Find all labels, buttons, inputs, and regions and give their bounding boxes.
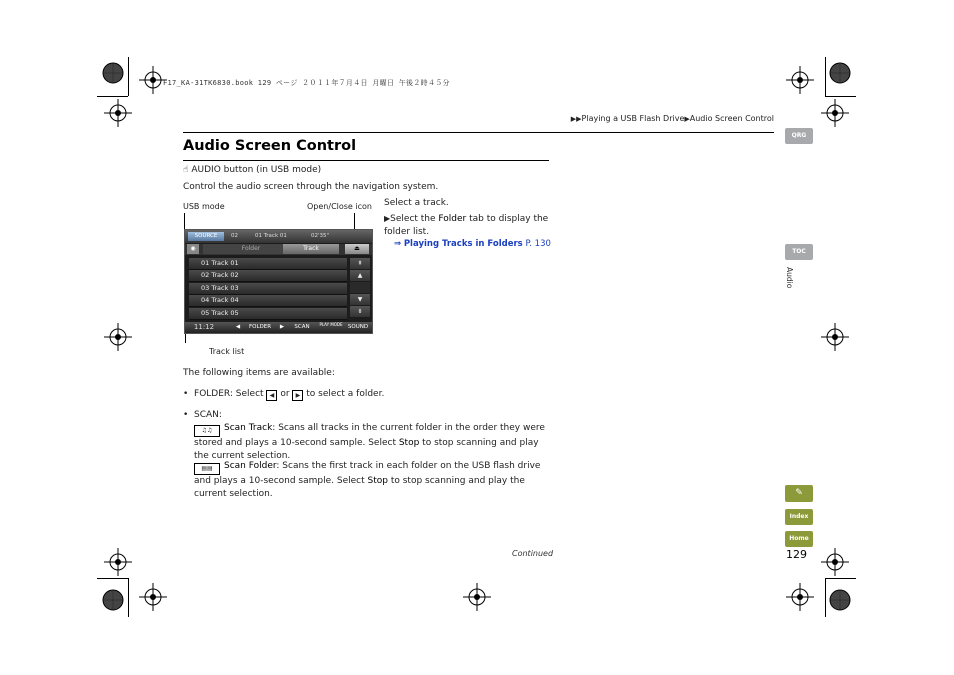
index-tab[interactable]: Index: [785, 509, 813, 525]
button-line: [183, 164, 321, 177]
folder-text-or: or: [280, 389, 290, 399]
current-track-info: 01 Track 01: [255, 233, 287, 239]
screen-status-bar: [185, 230, 372, 243]
scroll-track[interactable]: [350, 282, 370, 293]
intro-text: Control the audio screen through the navigation system.: [183, 182, 439, 192]
sound-button[interactable]: SOUND: [347, 324, 369, 330]
next-folder-icon: ▶: [292, 390, 303, 401]
page-number: 129: [786, 548, 807, 561]
step-text-pre: Select the: [390, 214, 439, 224]
usb-mode-icon: ◉: [187, 244, 199, 254]
bullet: •: [183, 410, 195, 420]
folder-text-pre: : Select: [229, 389, 267, 399]
label-usb-mode: USB mode: [183, 202, 225, 211]
track-row[interactable]: 04 Track 04: [189, 295, 347, 307]
scan-track-stop: Stop: [398, 438, 420, 448]
voice-command-icon[interactable]: ✎: [785, 485, 813, 502]
scroll-down-icon[interactable]: ▼: [350, 294, 370, 305]
qrg-tab[interactable]: QRG: [785, 128, 813, 144]
folder-label: FOLDER: [194, 389, 230, 399]
scan-folder-stop: Stop: [367, 476, 388, 486]
tab-track[interactable]: Track: [283, 244, 339, 254]
step-text-bold: Folder: [438, 214, 467, 224]
step-select-track: Select a track.: [384, 198, 449, 208]
breadcrumb-arrows-icon: ▶▶: [570, 115, 582, 123]
scan-label: SCAN: [194, 410, 219, 420]
label-track-list: Track list: [209, 347, 245, 356]
toc-tab[interactable]: TOC: [785, 244, 813, 260]
scan-folder-text-post: to stop scanning and play the current selection.: [194, 476, 525, 499]
page-title: Audio Screen Control: [183, 138, 357, 154]
prev-folder-icon: ◀: [266, 390, 277, 401]
scan-button[interactable]: SCAN: [294, 324, 310, 330]
clock: 11:12: [193, 323, 215, 331]
step-folder-tab: [384, 213, 550, 238]
scroll-top-icon[interactable]: ⇞: [350, 258, 370, 269]
scan-folder-desc: [194, 460, 550, 500]
step-link[interactable]: [394, 238, 551, 251]
bullet: •: [183, 389, 195, 399]
open-close-icon[interactable]: ⏏: [345, 244, 369, 254]
label-open-close: Open/Close icon: [307, 202, 372, 211]
scan-track-text-pre: : Scans all tracks in the current folder in the order they were stored and plays a 10-second sample. Select: [194, 423, 545, 448]
scan-track-icon: ♫♫: [194, 425, 220, 437]
track-row[interactable]: 01 Track 01: [189, 258, 347, 270]
track-time: 02'35": [311, 233, 330, 239]
screen-tabs: [185, 244, 372, 255]
step-text-post: tab to display the folder list.: [384, 214, 549, 237]
home-tab[interactable]: Home: [785, 531, 813, 547]
link-playing-tracks[interactable]: Playing Tracks in Folders: [403, 239, 523, 249]
breadcrumb-separator-icon: ▶: [684, 115, 690, 123]
scan-folder-text-pre: : Scans the first track in each folder on the USB flash drive and plays a 10-second sample. Select: [194, 461, 541, 486]
link-page[interactable]: P. 130: [525, 239, 551, 249]
breadcrumb: [571, 114, 774, 123]
scroll-up-icon[interactable]: ▲: [350, 270, 370, 281]
breadcrumb-item-current: Audio Screen Control: [689, 114, 774, 123]
track-row[interactable]: 03 Track 03: [189, 283, 347, 295]
folder-text-post: to select a folder.: [306, 389, 385, 399]
scan-track-desc: [194, 422, 550, 462]
audio-screen-image: [184, 229, 373, 334]
title-rule: [183, 160, 549, 161]
continued-label: Continued: [512, 549, 554, 558]
print-header: F17_KA-31TK6830.book 129 ページ ２０１１年７月４日 月曜日 午後２時４５分: [163, 79, 450, 87]
scan-track-text-post: to stop scanning and play the current selection.: [194, 438, 539, 461]
step-arrow-icon: ▶: [384, 214, 391, 223]
scan-folder-title: Scan Folder: [224, 461, 277, 471]
scroll-bottom-icon[interactable]: ⇟: [350, 306, 370, 317]
button-line-text: AUDIO button (in USB mode): [191, 165, 322, 175]
scan-item: • SCAN:: [183, 410, 222, 420]
following-text: The following items are available:: [183, 368, 335, 378]
section-label: Audio: [785, 267, 794, 289]
scan-track-title: Scan Track: [224, 423, 273, 433]
source-button[interactable]: SOURCE: [188, 232, 224, 241]
folder-prev-icon[interactable]: ◀: [235, 324, 241, 330]
tab-folder[interactable]: Folder: [203, 244, 299, 254]
play-mode-button[interactable]: PLAY MODE: [319, 322, 343, 327]
track-row[interactable]: 05 Track 05: [189, 308, 347, 320]
top-rule: [183, 132, 774, 133]
scan-folder-icon: ▤▤: [194, 463, 220, 475]
folder-button[interactable]: FOLDER: [248, 324, 272, 330]
folder-item: [183, 388, 553, 401]
finger-icon: ☝: [183, 165, 189, 175]
folder-next-icon[interactable]: ▶: [279, 324, 285, 330]
breadcrumb-item-usb[interactable]: Playing a USB Flash Drive: [581, 114, 685, 123]
link-arrow-icon: ⇒: [394, 239, 402, 249]
screen-bottom-bar: [185, 322, 372, 333]
folder-number: 02: [231, 233, 238, 239]
track-row[interactable]: 02 Track 02: [189, 270, 347, 282]
